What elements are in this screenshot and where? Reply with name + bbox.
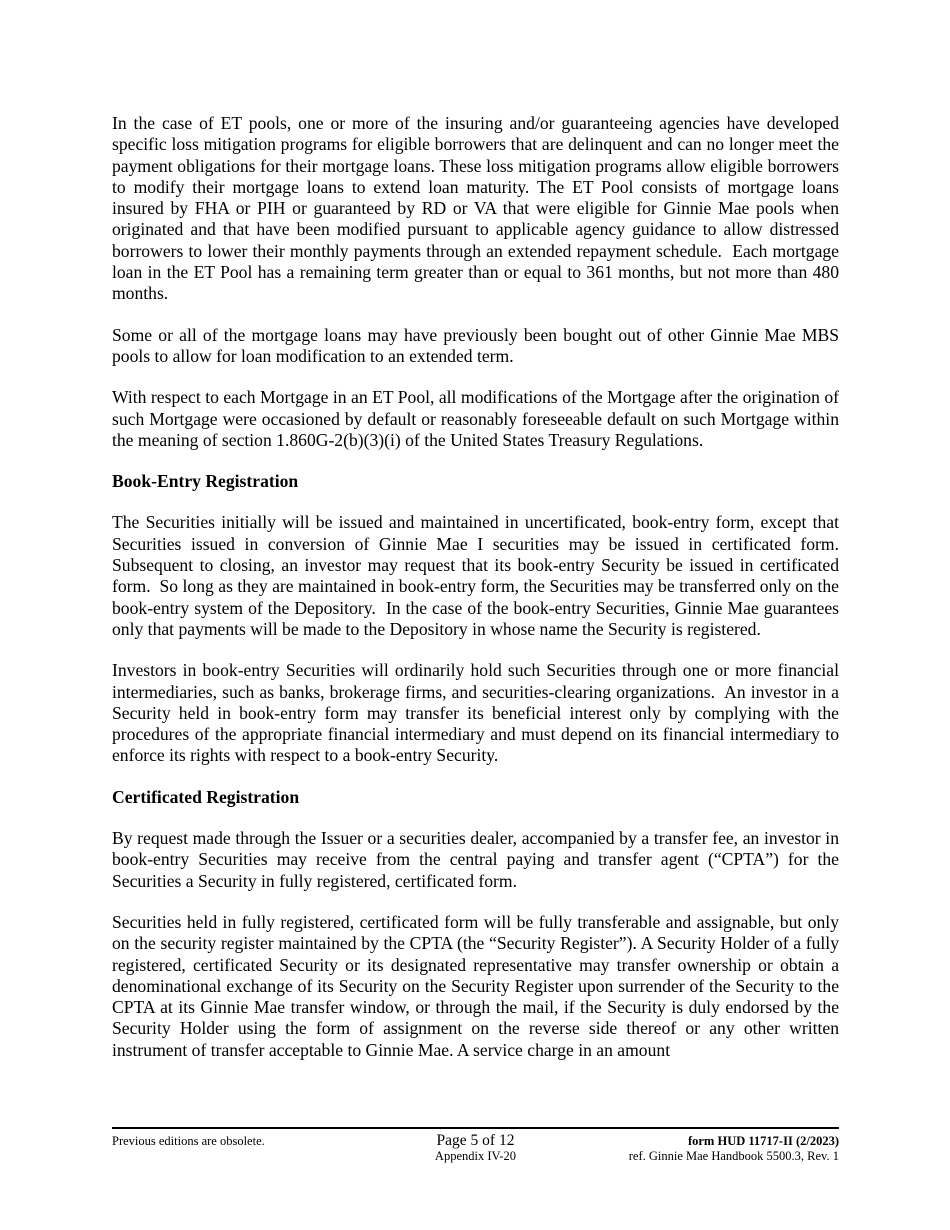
appendix-label: Appendix IV-20 [434,1149,517,1163]
handbook-reference: ref. Ginnie Mae Handbook 5500.3, Rev. 1 [628,1149,839,1163]
paragraph-certificated-request: By request made through the Issuer or a securities dealer, accompanied by a transfer fee, an investor in book-entry Securities may receive from the central paying and transfer agent (“CPTA”) for the Securities a Security in fully registered, certificated form. [112,828,844,891]
paragraph-book-entry-issuance: The Securities initially will be issued and maintained in uncertificated, book-entry form, except that Securities issued in conversion of Ginnie Mae I securities may be issued in certificated form. Subsequent to closing, an investor may request that its book-entry Security be issued in certificated form. So long as they are maintained in book-entry form, the Securities may be transferred only on the book-entry system of the Depository. In the case of the book-entry Securities, Ginnie Mae guarantees only that payments will be made to the Depository in whose name the Security is registered. [112,512,844,639]
paragraph-buyouts: Some or all of the mortgage loans may have previously been bought out of other Ginnie Mae MBS pools to allow for loan modification to an extended term. [112,324,844,366]
paragraph-book-entry-investors: Investors in book-entry Securities will ordinarily hold such Securities through one or more financial intermediaries, such as banks, brokerage firms, and securities-clearing organizations. An investor in a Security held in book-entry form may transfer its beneficial interest only by complying with the procedures of the appropriate financial intermediary and must depend on its financial intermediary to enforce its rights with respect to a book-entry Security. [112,660,844,766]
page-number: Page 5 of 12 [436,1132,515,1149]
document-body [112,113,844,1081]
paragraph-modifications: With respect to each Mortgage in an ET Pool, all modifications of the Mortgage after the origination of such Mortgage were occasioned by default or reasonably foreseeable default on such Mortgage within the meaning of section 1.860G-2(b)(3)(i) of the United States Treasury Regulations. [112,387,844,450]
section-heading-certificated: Certificated Registration [112,786,300,807]
page-footer [112,1127,839,1169]
paragraph-certificated-transfer: Securities held in fully registered, certificated form will be fully transferable and assignable, but only on the security register maintained by the CPTA (the “Security Register”). A Security Holder of a fully registered, certificated Security or its designated representative may transfer ownership or obtain a denominational exchange of its Security on the Security Register upon surrender of the Security to the CPTA at its Ginnie Mae transfer window, or through the mail, if the Security is duly endorsed by the Security Holder using the form of assignment on the reverse side thereof or any other written instrument of transfer acceptable to Ginnie Mae. A service charge in an amount [112,911,844,1060]
footer-form-info [629,1134,839,1164]
paragraph-et-pools: In the case of ET pools, one or more of the insuring and/or guaranteeing agencies have developed specific loss mitigation programs for eligible borrowers that are delinquent and can no longer meet the payment obligations for their mortgage loans. These loss mitigation programs allow eligible borrowers to modify their mortgage loans to extend loan maturity. The ET Pool consists of mortgage loans insured by FHA or PIH or guaranteed by RD or VA that were eligible for Ginnie Mae pools when originated and that have been modified pursuant to applicable agency guidance to allow distressed borrowers to lower their monthly payments through an extended repayment schedule. Each mortgage loan in the ET Pool has a remaining term greater than or equal to 361 months, but not more than 480 months. [112,113,844,304]
section-heading-book-entry: Book-Entry Registration [112,471,299,492]
form-identifier: form HUD 11717-II (2/2023) [687,1134,839,1148]
footer-obsolete-note: Previous editions are obsolete. [112,1134,265,1148]
